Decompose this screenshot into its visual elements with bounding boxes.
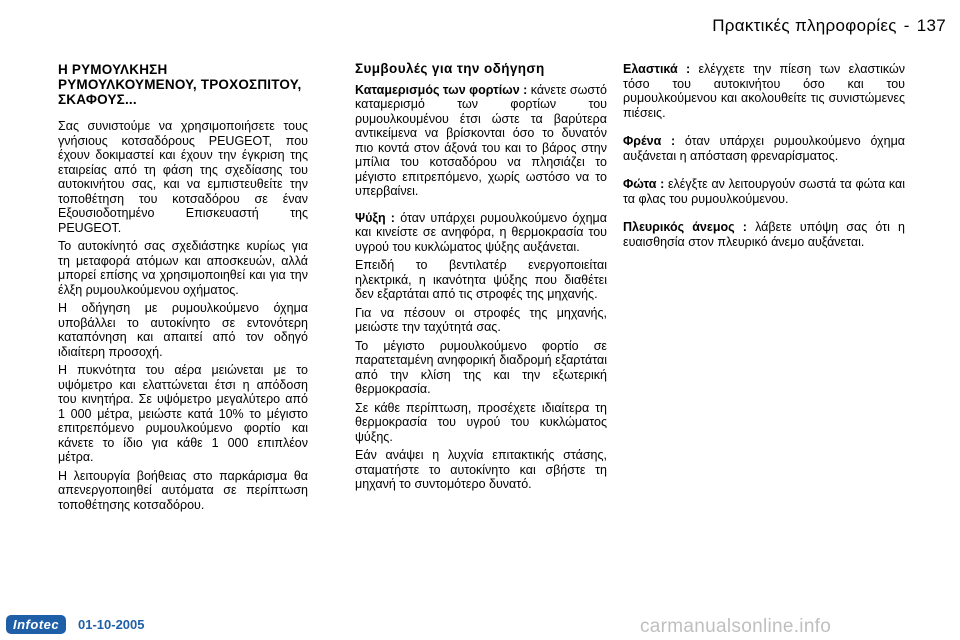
advice-paragraph: Για να πέσουν οι στροφές της μηχανής, μειώστε την ταχύτητά σας. [355,305,607,334]
checks-column [623,62,905,263]
brakes-text: όταν υπάρχει ρυμουλκούμενο όχημα αυξάνεται η απόσταση φρεναρίσματος. [623,134,905,163]
crosswind-label: Πλευρικός άνεμος : [623,220,747,234]
page-number: 137 [916,16,946,35]
tyres-text: ελέγχετε την πίεση των ελαστικών τόσο του αυτοκινήτου όσο και του ρυμουλκούμενου και ακολουθείτε τις συνιστώμενες πιέσεις. [623,62,905,120]
advice-paragraph: Επειδή το βεντιλατέρ ενεργοποιείται ηλεκτρικά, η ικανότητα ψύξης που διαθέτει δεν εξαρτάται από τις στροφές της μηχανής. [355,258,607,301]
header-separator: - [903,16,910,35]
cooling-paragraph [355,211,607,255]
footer-date: 01-10-2005 [78,617,145,632]
driving-advice-column [355,62,607,496]
towing-paragraph: Η οδήγηση με ρυμουλκούμενο όχημα υποβάλλει το αυτοκίνητο σε εντονότερη καταπόνηση και απαιτεί από τον οδηγό ιδιαίτερη προσοχή. [58,301,308,359]
towing-paragraph: Σας συνιστούμε να χρησιμοποιήσετε τους γνήσιους κοτσαδόρους PEUGEOT, που έχουν δοκιμαστεί και έχουν την έγκριση της εταιρείας από τη φάση της σχεδίασης του αυτοκινήτου σας, και να εμπιστευθείτε την τοποθέτηση του κοτσαδόρου σε έναν Εξουσιοδοτημένο Επισκευαστή της PEUGEOT. [58,119,308,235]
towing-column [58,62,308,516]
brakes-paragraph [623,134,905,163]
load-distribution-paragraph [355,83,607,199]
header-title: Πρακτικές πληροφορίες [712,16,897,35]
towing-title: Η ΡΥΜΟΥΛΚΗΣΗ ΡΥΜΟΥΛΚΟΥΜΕΝΟΥ, ΤΡΟΧΟΣΠΙΤΟΥ, ΣΚΑΦΟΥΣ... [58,62,302,107]
lights-text: ελέγξτε αν λειτουργούν σωστά τα φώτα και τα φλας του ρυμουλκούμενου. [623,177,905,206]
watermark: carmanualsonline.info [640,616,832,637]
towing-paragraph: Η πυκνότητα του αέρα μειώνεται με το υψόμετρο και ελαττώνεται έτσι η απόδοση του κινητήρα. Σε υψόμετρο μεγαλύτερο από 1 000 μέτρα, μειώστε κατά 10% το μέγιστο επιτρεπόμενο ρυμουλκούμενο φορτίο και κάνετε το ίδιο για κάθε 1 000 επιπλέον μέτρα. [58,363,308,464]
page-header [712,16,946,36]
driving-advice-title: Συμβουλές για την οδήγηση [355,61,545,76]
lights-paragraph [623,177,905,206]
brakes-label: Φρένα : [623,134,676,148]
towing-paragraph: Η λειτουργία βοήθειας στο παρκάρισμα θα απενεργοποιηθεί αυτόματα σε περίπτωση τοποθέτησης κοτσαδόρου. [58,468,308,512]
tyres-paragraph [623,62,905,120]
cooling-text: όταν υπάρχει ρυμουλκούμενο όχημα και κινείστε σε ανηφόρα, η θερμοκρασία του υγρού του κυκλώματος ψύξης αυξάνεται. [355,210,607,254]
crosswind-text: λάβετε υπόψη σας ότι η ευαισθησία στον πλευρικό άνεμο αυξάνεται. [623,220,906,249]
advice-paragraph: Το μέγιστο ρυμουλκούμενο φορτίο σε παρατεταμένη ανηφορική διαδρομή εξαρτάται από την κλίση της και την εξωτερική θερμοκρασία. [355,338,607,396]
load-distribution-text: κάνετε σωστό καταμερισμό των φορτίων του ρυμουλκουμένου έτσι ώστε τα βαρύτερα αντικείμενα να βρίσκονται όσο το δυνατόν πιο κοντά στον άξονά του και το βάρος στην μπίλια του κοτσαδόρου να πλησιάζει το μέγιστο επιτρεπόμενο, χωρίς ωστόσο να το υπερβαίνει. [355,82,608,198]
advice-paragraph: Εάν ανάψει η λυχνία επιτακτικής στάσης, σταματήστε το αυτοκίνητο και σβήστε τη μηχανή το συντομότερο δυνατό. [355,448,607,491]
towing-paragraph: Το αυτοκίνητό σας σχεδιάστηκε κυρίως για τη μεταφορά ατόμων και αποσκευών, αλλά μπορεί επίσης να χρησιμοποιηθεί και για την έλξη ρυμουλκούμενου οχήματος. [58,239,308,297]
crosswind-paragraph [623,220,905,249]
load-distribution-label: Καταμερισμός των φορτίων : [355,82,528,97]
cooling-label: Ψύξη : [355,210,395,225]
advice-paragraph: Σε κάθε περίπτωση, προσέχετε ιδιαίτερα τη θερμοκρασία του υγρού του κυκλώματος ψύξης. [355,400,607,444]
tyres-label: Ελαστικά : [623,62,691,76]
infotec-logo: Infotec [6,615,66,634]
lights-label: Φώτα : [623,177,665,191]
